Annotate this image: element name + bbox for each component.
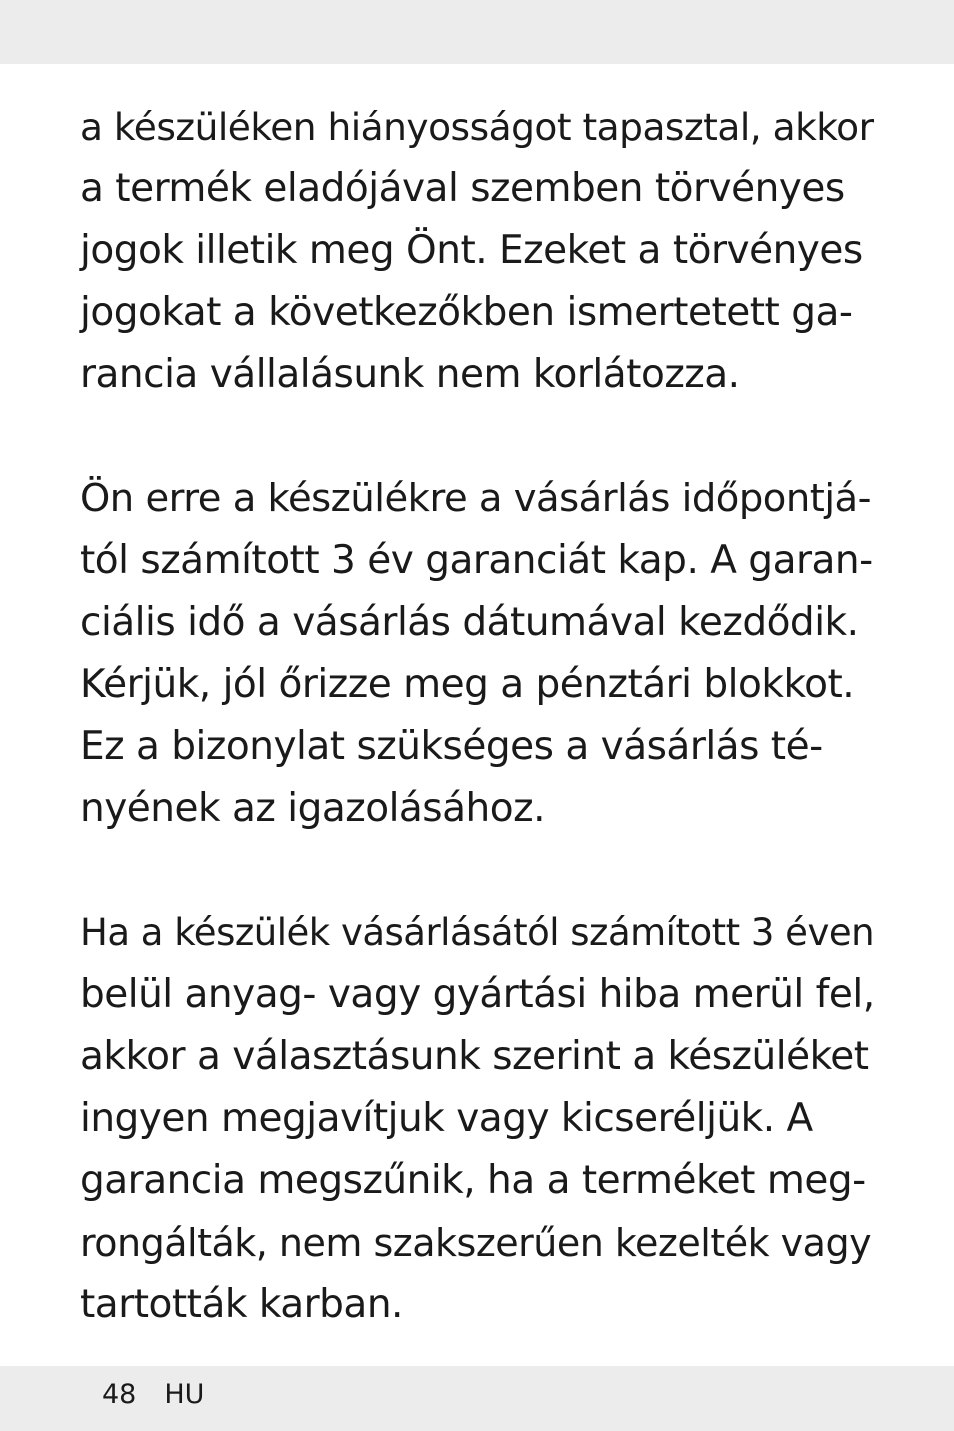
text-line: rongálták, nem szakszerűen kezelték vagy <box>80 1221 872 1265</box>
language-code: HU <box>164 1379 205 1410</box>
text-line: akkor a választásunk szerint a készüléket <box>80 1034 869 1079</box>
text-line: belül anyag- vagy gyártási hiba merül fel, <box>80 972 875 1017</box>
paragraph-legal-rights <box>80 96 880 406</box>
text-line: Ön erre a készülékre a vásárlás időpontjá- <box>80 476 872 521</box>
text-line: tól számított 3 év garanciát kap. A garan- <box>80 538 873 583</box>
text-line: Ha a készülék vásárlásától számított 3 éven <box>80 911 875 954</box>
header-band <box>0 0 954 64</box>
paragraph-defect-repair <box>80 902 880 1336</box>
text-line: rancia vállalásunk nem korlátozza. <box>80 352 740 397</box>
page-number: 48 <box>102 1379 137 1410</box>
page-footer <box>102 1378 204 1412</box>
text-line: ciális idő a vásárlás dátumával kezdődik. <box>80 600 859 645</box>
text-line: a termék eladójával szemben törvényes <box>80 166 845 211</box>
text-line: garancia megszűnik, ha a terméket meg- <box>80 1158 866 1203</box>
text-line: a készüléken hiányosságot tapasztal, akkor <box>80 105 874 149</box>
text-line: Kérjük, jól őrizze meg a pénztári blokkot. <box>80 662 855 707</box>
text-line: tartották karban. <box>80 1282 403 1327</box>
text-line: nyének az igazolásához. <box>80 786 545 831</box>
page-body <box>80 96 880 1336</box>
text-line: Ez a bizonylat szükséges a vásárlás té- <box>80 724 823 769</box>
text-line: jogokat a következőkben ismertetett ga- <box>80 290 853 335</box>
text-line: jogok illetik meg Önt. Ezeket a törvényes <box>80 228 863 273</box>
paragraph-warranty-period <box>80 468 880 840</box>
text-line: ingyen megjavítjuk vagy kicseréljük. A <box>80 1096 813 1141</box>
